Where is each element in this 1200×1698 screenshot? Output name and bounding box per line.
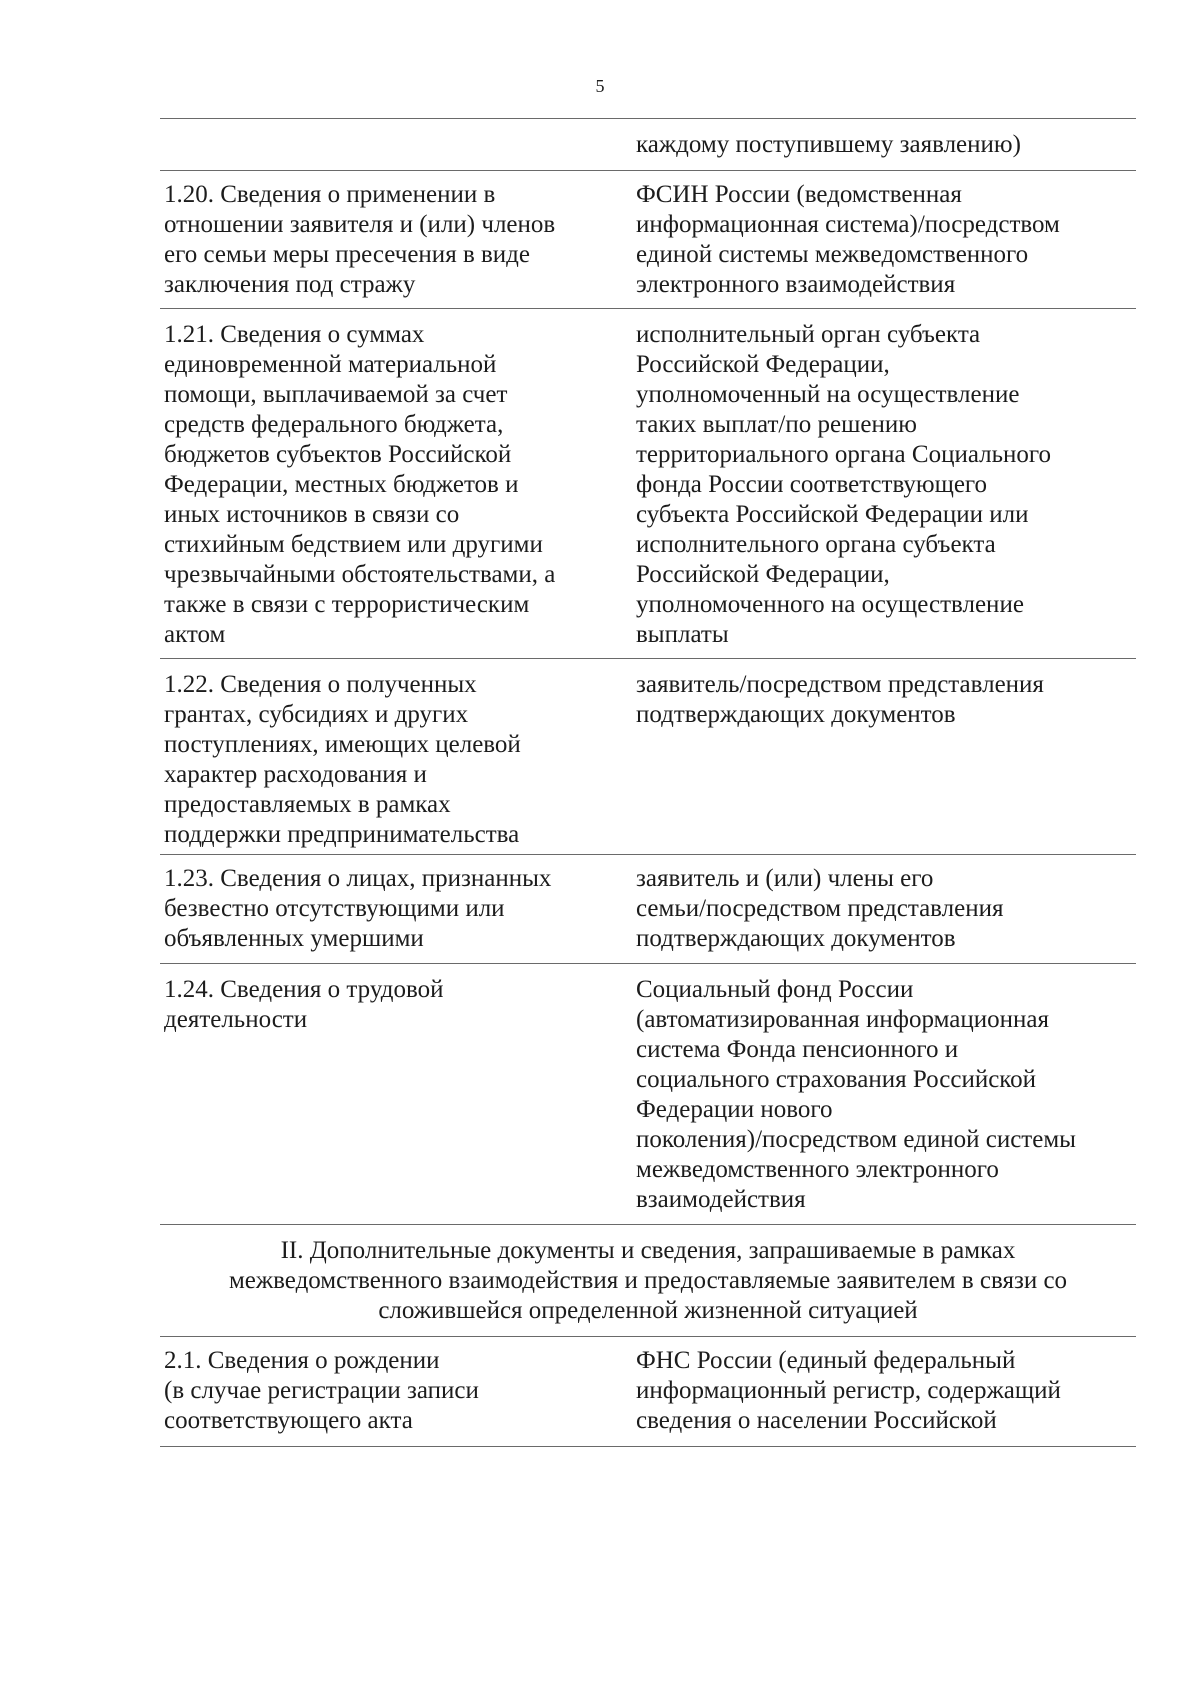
row-label: 1.22. Сведения о полученных грантах, субсидиях и других поступлениях, имеющих целевой характер расходования и предоставляемых в рамках поддержки предпринимательства [164, 671, 521, 848]
table-rule [160, 1336, 1136, 1337]
row-source: Социальный фонд России (автоматизированная информационная система Фонда пенсионного и социального страхования Российской Федерации нового поколения)/посредством единой системы межведомственного электронного взаимодействия [636, 976, 1076, 1213]
table-rule [160, 308, 1136, 309]
row-label: 1.24. Сведения о трудовой деятельности [164, 976, 444, 1033]
row-source: ФНС России (единый федеральный информационный регистр, содержащий сведения о населении Российской [636, 1347, 1061, 1434]
table-rule [160, 1224, 1136, 1225]
row-source: заявитель/посредством представления подтверждающих документов [636, 671, 1044, 728]
table-rule [160, 1446, 1136, 1447]
row-source: исполнительный орган субъекта Российской Федерации, уполномоченный на осуществление таких выплат/по решению территориального органа Социального фонда России соответствующего субъекта Российской Федерации или исполнительного органа субъекта Российской Федерации, уполномоченного на осуществление выплаты [636, 321, 1052, 648]
row-source: заявитель и (или) члены его семьи/посредством представления подтверждающих документов [636, 865, 1004, 952]
table-rule [160, 658, 1136, 659]
row-label: 2.1. Сведения о рождении (в случае регистрации записи соответствующего акта [164, 1347, 479, 1434]
row-source: каждому поступившему заявлению) [636, 131, 1021, 158]
table-rule [160, 963, 1136, 964]
row-source: ФСИН России (ведомственная информационная система)/посредством единой системы межведомственного электронного взаимодействия [636, 181, 1060, 298]
table-rule [160, 170, 1136, 171]
table-rule [160, 854, 1136, 855]
section-heading: II. Дополнительные документы и сведения, запрашиваемые в рамках межведомственного взаимодействия и предоставляемые заявителем в связи со сложившейся определенной жизненной ситуацией [228, 1237, 1068, 1324]
row-label: 1.23. Сведения о лицах, признанных безвестно отсутствующими или объявленных умершими [164, 865, 552, 952]
page-number: 5 [595, 76, 605, 96]
row-label: 1.20. Сведения о применении в отношении заявителя и (или) членов его семьи меры пресечения в виде заключения под стражу [164, 181, 556, 298]
table-rule [160, 118, 1136, 119]
row-label: 1.21. Сведения о суммах единовременной материальной помощи, выплачиваемой за счет средств федерального бюджета, бюджетов субъектов Российской Федерации, местных бюджетов и иных источников в связи со стихийным бедствием или другими чрезвычайными обстоятельствами, а также в связи с террористическим актом [164, 321, 556, 648]
